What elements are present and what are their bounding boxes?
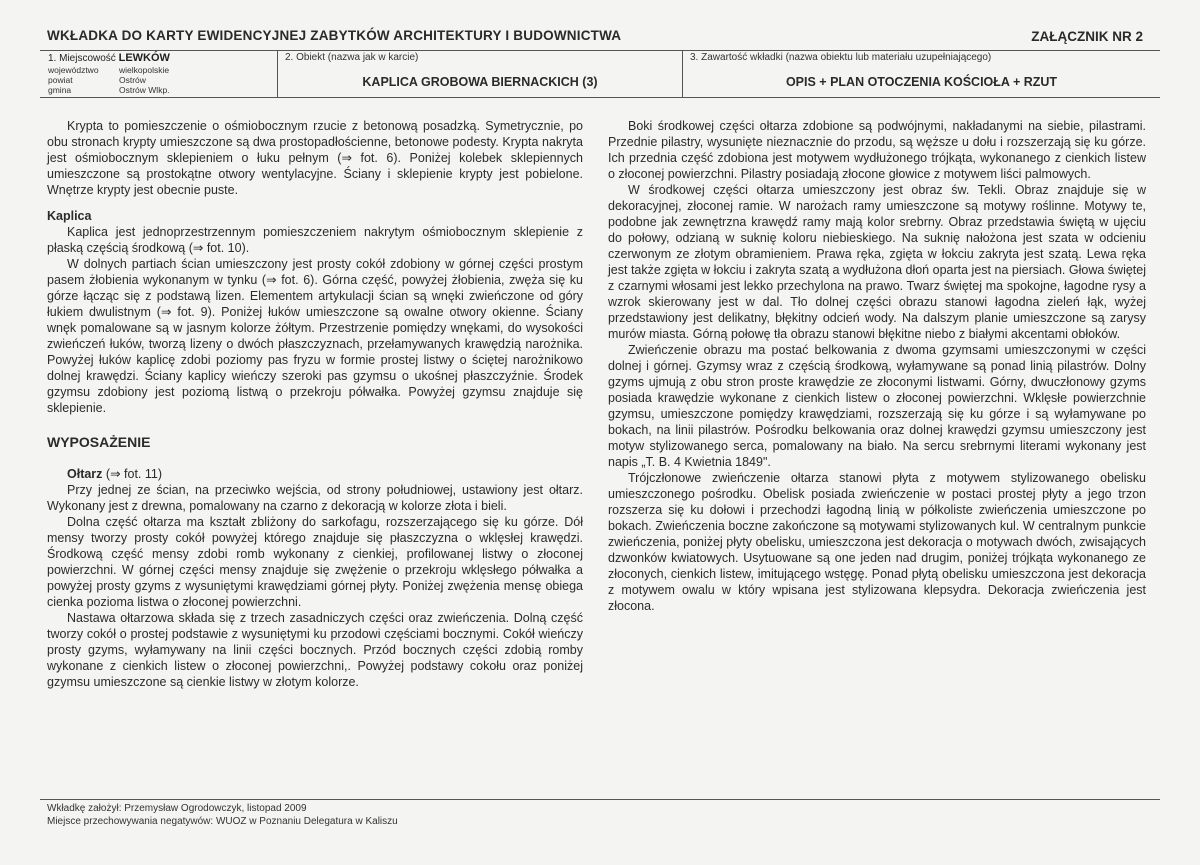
crowning-paragraph: Trójczłonowe zwieńczenie ołtarza stanowi płyta z motywem stylizowanego obelisku umieszczonego pośrodku. Obelisk posiada zwieńczenie w postaci prostej płyty a jego trzon rozszerza się ku dołowi i przechodzi łagodną linią w półkoliste zwieńczenia umieszczone po bokach. Zwieńczenia boczne zakończone są motywami stylizowanych kul. W centralnym punkcie zwieńczenia, poniżej płyty obelisku, umieszczona jest dekoracja o motywach dwóch, zwisających dzwonków kwiatowych. Usytuowane są one jeden nad drugim, poniżej trójkąta wykonanego ze złoconych, cienkich listew, imitującego wstęgę. Ponad płytą obelisku umieszczona jest dekoracja z motywem owalu w który wpisana jest stylizowana klepsydra. Dekoracja zwieńczenia jest złocona. (608, 471, 1146, 613)
chapel-paragraph-2: W dolnych partiach ścian umieszczony jest prosty cokół zdobiony w górnej części prostym pasem żłobienia wykonanym w tynku (⇒ fot. 6). Górna część, powyżej żłobienia, zwęża się ku górze łącząc się z podstawą lizen. Elementem artykulacji ścian są wnęki zwieńczone od góry łukiem dwulistnym (⇒ fot. 9). Poniżej łuków umieszczone są owalne otwory okienne. Ściany wnęk pomalowane są w jasnym kolorze żółtym. Przestrzenie pomiędzy wnękami, do wysokości zwieńczeń łuków, tworzą lizeny o dwóch płaszczyznach, przełamywanych krawędzią narożnika. Powyżej łuków kaplicę zdobi poziomy pas fryzu w formie prostej listwy o ściętej narożnikowo dolnej krawędzi. Ściany kaplicy wieńczy szeroki pas gzymsu o ukośnej płaszczyźnie. Środek gzymsu zdobiony jest poziomą listwą o przekroju półwałka. Powyżej gzymsu znajduje się sklepienie. (47, 257, 583, 415)
location-label: 1. Miejscowość (48, 53, 116, 64)
altar-heading: Ołtarz (67, 467, 103, 481)
voivodeship-key: województwo (48, 65, 99, 75)
voivodeship-value: wielkopolskie (119, 65, 170, 75)
right-column (608, 118, 1146, 614)
location-label-line (48, 52, 170, 64)
altar-paragraph-3: Nastawa ołtarzowa składa się z trzech zasadniczych części oraz zwieńczenia. Dolną część tworzy cokół o prostej podstawie z wysuniętymi ku przodowi częściami bocznymi. Cokół wieńczy prosty gzyms, wyłamywany na linii części bocznych. Przód bocznych części zdobią romby wykonane z cienkich listew o złoconej powierzchni,. Powyżej podstawy cokołu oraz poniżej gzymsu umieszczone są cienkie listwy w złotym kolorze. (47, 611, 583, 689)
county-value: Ostrów (119, 75, 146, 85)
storage-note: Miejsce przechowywania negatywów: WUOZ w Poznaniu Delegatura w Kaliszu (47, 816, 398, 827)
furnishings-heading: WYPOSAŻENIE (47, 434, 151, 450)
altar-heading-ref: (⇒ fot. 11) (102, 467, 163, 481)
commune-value: Ostrów Wlkp. (119, 85, 170, 95)
object-value: KAPLICA GROBOWA BIERNACKICH (3) (362, 75, 598, 89)
content-label: 3. Zawartość wkładki (nazwa obiektu lub materiału uzupełniającego) (690, 52, 992, 63)
chapel-heading: Kaplica (47, 209, 92, 223)
crypt-paragraph: Krypta to pomieszczenie o ośmiobocznym rzucie z betonową posadzką. Symetrycznie, po obu stronach krypty umieszczone są dwa prostopadłościenne, betonowe podesty. Krypta nakryta jest ośmiobocznym sklepieniem o łuku pełnym (⇒ fot. 6). Poniżej kolebek sklepiennych umieszczone są prostokątne otwory wentylacyjne. Ściany i sklepienie krypty jest pobielone. Wnętrze krypty jest obecnie puste. (47, 119, 583, 197)
altar-paragraph-1: Przy jednej ze ścian, na przeciwko wejścia, od strony południowej, ustawiony jest ołtarz. Wykonany jest z drewna, pomalowany na czarno z dekoracją w kolorze złota i bieli. (47, 483, 583, 513)
location-cell (40, 51, 278, 97)
content-cell (683, 51, 1160, 97)
footer-divider (40, 799, 1160, 800)
content-value: OPIS + PLAN OTOCZENIA KOŚCIOŁA + RZUT (785, 75, 1058, 89)
pilasters-paragraph: Boki środkowej części ołtarza zdobione są podwójnymi, nakładanymi na siebie, pilastrami. Przednie pilastry, wysunięte nieznacznie do przodu, są węższe u dołu i rozszerzają się ku górze. Ich przednia część zdobiona jest motywem wydłużonego trójkąta, wykonanego z cienkich listew o złoconej powierzchni. Pilastry posiadają złocone głowice z motywem liści palmowych. (608, 119, 1146, 181)
altar-heading-line (47, 466, 583, 482)
author-note: Wkładkę założył: Przemysław Ogrodowczyk, listopad 2009 (47, 803, 307, 814)
header-table (40, 50, 1160, 98)
county-key: powiat (48, 75, 73, 85)
object-label: 2. Obiekt (nazwa jak w karcie) (285, 52, 419, 63)
left-column (47, 118, 583, 690)
location-place: LEWKÓW (118, 52, 170, 64)
altar-paragraph-2: Dolna część ołtarza ma kształt zbliżony do sarkofagu, rozszerzającego się ku górze. Dół mensy tworzy prosty cokół powyżej którego znajduje się płaszczyzna o wklęsłej krawędzi. Środkową część mensy zdobi romb wykonany z cienkiej, profilowanej listwy o złoconej powierzchni. W górnej części mensy znajduje się zwężenie o przekroju wklęsłego półwałka a powyżej prosty gzyms z wysuniętymi krawędziami górnej płyty. Poniżej zwężenia mensę obiega cienka pozioma listwa o złoconej powierzchni. (47, 515, 583, 609)
painting-paragraph: W środkowej części ołtarza umieszczony jest obraz św. Tekli. Obraz znajduje się w dekoracyjnej, złoconej ramie. W narożach ramy umieszczone są motywy roślinne. Motywy te, podobne jak zewnętrzna krawędź ramy mają kolor srebrny. Obraz przedstawia świętą w ujęciu do połowy, odzianą w suknię koloru niebieskiego. Na suknię nałożona jest szata w odcieniu czerwonym ze złotym obramieniem. Prawa ręka, zgięta w łokciu zakryta jest szatą. Lewa ręka jest także zgięta w łokciu i zakryta szatą a wydłużona dłoń oparta jest na piersiach. Głowa świętej z czarnymi włosami jest lekko przechylona na prawo. Twarz świętej ma spokojne, łagodne rysy a wzrok skierowany jest w dal. Tło dolnej części obrazu stanowi łagodna zieleń łąk, wyżej przedstawiony jest delikatny, błękitny odcień wody. Na dalszym planie umieszczone są zarysy murów miasta. Górną połowę tła obrazu stanowi błękitne niebo z białymi akcentami obłoków. (608, 183, 1146, 341)
entablature-paragraph: Zwieńczenie obrazu ma postać belkowania z dwoma gzymsami umieszczonymi w części dolnej i górnej. Gzymsy wraz z częścią środkową, wyłamywane są ponad linią pilastrów. Dolny gzyms ujmują z obu stron proste krawędzie ze złoconymi listwami. Górny, dwuczłonowy gzyms posiada krawędzie wykonane z cienkich listew o złoconej powierzchni. Wklęsłe powierzchnie gzymsu, umieszczone pomiędzy krawędziami, rozszerzają się ku górze i są wyłamywane po bokach, na linii pilastrów. Pośrodku belkowania oraz dolnej krawędzi gzymsu umieszczony jest motyw stylizowanego serca, pomalowany na biało. Na sercu srebrnymi literami wykonany jest napis „T. B. 4 Kwietnia 1849". (608, 343, 1146, 469)
commune-key: gmina (48, 85, 72, 95)
object-cell (278, 51, 683, 97)
chapel-paragraph-1: Kaplica jest jednoprzestrzennym pomieszczeniem nakrytym ośmiobocznym sklepienie z płaską częścią środkową (⇒ fot. 10). (47, 225, 583, 255)
document-title: WKŁADKA DO KARTY EWIDENCYJNEJ ZABYTKÓW ARCHITEKTURY I BUDOWNICTWA (47, 28, 622, 43)
annex-number: ZAŁĄCZNIK NR 2 (1031, 29, 1143, 44)
